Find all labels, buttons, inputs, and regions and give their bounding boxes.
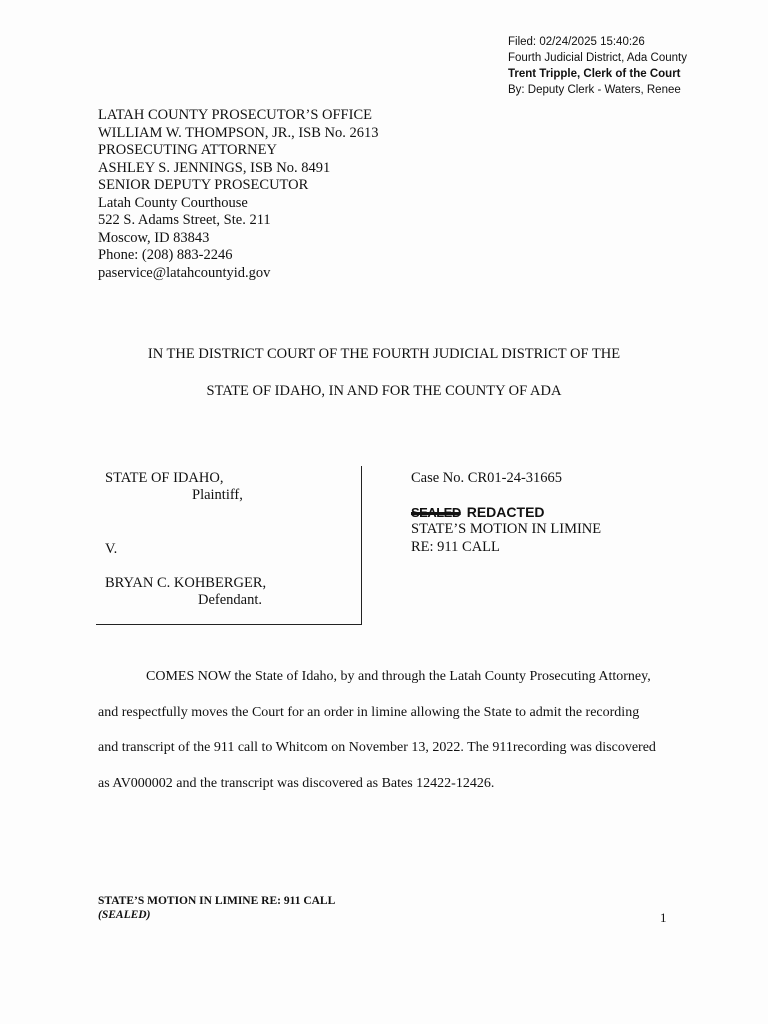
redacted-label: REDACTED [466,503,545,520]
plaintiff-role: Plaintiff, [192,487,243,503]
sealed-redacted-row [411,504,711,522]
header-line: Latah County Courthouse [98,194,248,211]
body-line: COMES NOW the State of Idaho, by and through the Latah County Prosecuting Attorney, [146,669,651,684]
header-line: PROSECUTING ATTORNEY [98,142,277,158]
header-email: paservice@latahcountyid.gov [98,264,271,281]
page-footer [98,895,335,922]
header-line: 522 S. Adams Street, Ste. 211 [98,212,271,228]
case-caption-info [411,470,711,556]
attorney-header [98,107,458,282]
header-line: WILLIAM W. THOMPSON, JR., ISB No. 2613 [98,124,379,141]
plaintiff-name: STATE OF IDAHO, [105,470,224,486]
defendant-name: BRYAN C. KOHBERGER, [105,575,267,591]
filed-district: Fourth Judicial District, Ada County [508,52,687,64]
clerk-name: Trent Tripple, Clerk of the Court [508,68,681,80]
header-line: ASHLEY S. JENNINGS, ISB No. 8491 [98,159,331,176]
filed-date: Filed: 02/24/2025 15:40:26 [508,36,645,48]
case-caption-parties [105,470,355,609]
motion-title-line1: STATE’S MOTION IN LIMINE [411,521,602,537]
filing-stamp [508,34,748,98]
header-line: LATAH COUNTY PROSECUTOR’S OFFICE [98,107,372,123]
caption-divider-horizontal [96,624,362,625]
versus: V. [105,541,118,557]
footer-title: STATE’S MOTION IN LIMINE RE: 911 CALL [98,895,336,907]
header-line: Moscow, ID 83843 [98,229,210,246]
court-title-line2: STATE OF IDAHO, IN AND FOR THE COUNTY OF ADA [206,383,562,399]
caption-divider-vertical [361,466,362,624]
court-title-line1: IN THE DISTRICT COURT OF THE FOURTH JUDICIAL DISTRICT OF THE [147,346,621,362]
defendant-role: Defendant. [198,592,263,608]
body-line: and respectfully moves the Court for an order in limine allowing the State to admit the recording [98,704,640,720]
deputy-clerk: By: Deputy Clerk - Waters, Renee [508,84,681,96]
motion-body [98,659,678,801]
page-number: 1 [660,910,667,925]
case-number: Case No. CR01-24-31665 [411,470,563,486]
header-line: Phone: (208) 883-2246 [98,247,233,263]
body-line: and transcript of the 911 call to Whitcom on November 13, 2022. The 911recording was discovered [98,740,656,755]
motion-title-line2: RE: 911 CALL [411,538,500,555]
sealed-struck-label: SEALED [411,504,461,520]
body-line: as AV000002 and the transcript was discovered as Bates 12422-12426. [98,775,495,791]
header-line: SENIOR DEPUTY PROSECUTOR [98,177,309,193]
footer-sealed: (SEALED) [98,908,151,921]
